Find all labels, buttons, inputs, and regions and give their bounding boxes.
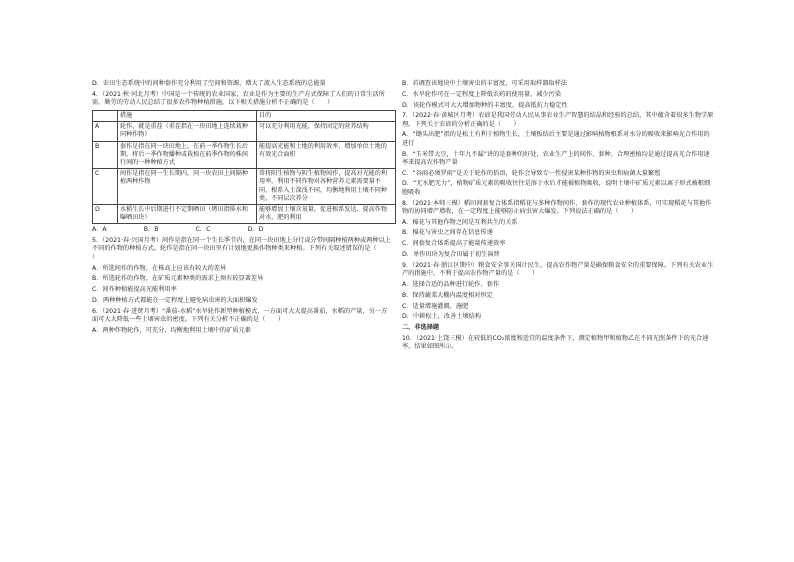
table-cell: 能提高光能和土地的利用效率，增加单位土地的有效光合面积 — [257, 141, 396, 169]
section-heading: 二、非选择题 — [402, 324, 440, 332]
question-8-option: C．间套复合体系提高了能量传递效率 — [402, 240, 506, 248]
question-9-stem: 9．（2021·春·浙江区期中）粮食安全事关国计民生，提高农作物产量是确保粮食安全的重要保障。下列有关农业生产的措施中，不利于提高农作物产量的是（ ） — [402, 261, 714, 278]
table-cell: 措施 — [118, 110, 257, 121]
question-4-table — [92, 110, 396, 224]
question-8-option: A．棉花与其他作物之间是互利共生的关系 — [402, 218, 518, 226]
table-cell: A — [93, 122, 118, 141]
question-9-option: A．选择合适的品种进行轮作、套作 — [402, 280, 500, 288]
question-8-option: D．单作田块为复合田属于初生演替 — [402, 251, 500, 259]
question-5-stem: 5．（2021·春·兴国月考）间作是指在同一个生长季节内，在同一块田地上分行或分带间隔种植两种或两种以上不同的作物的种植方式。轮作是指在同一块田里有计划地更换作物种类来种植。下列有关叙述错误的是（ ） — [92, 237, 391, 261]
table-cell: 常将阳生植物与阴生植物间作，提高对光能的利用率。利用不同作物对各种营养元素需要量不同，根系入土深浅不同，均衡地利用土壤不同种类、不同层次养分 — [257, 169, 396, 205]
right-column — [402, 80, 714, 354]
table-cell: 可以充分利用光能，保持固定的营养结构 — [257, 122, 396, 141]
table-cell: 间作是指在同一生长期内，同一块农田上间隔种植两种作物 — [118, 169, 257, 205]
question-7-option: C．“谷雨必须罗雨”是关于轮作的俗语，轮作会导致专一性侵害某种作物的害虫和病菌大量繁殖 — [402, 169, 661, 177]
table-cell: 能够增加土壤含氧量，促进根系发达，提高作物对水、肥的利用 — [257, 204, 396, 223]
table-cell: 目的 — [257, 110, 396, 121]
left-column — [92, 80, 392, 338]
table-cell: C — [93, 169, 118, 205]
question-5-option: B．所选轮作的作物，在矿质元素种类的需求上须有较显著差异 — [92, 275, 264, 283]
table-row — [93, 204, 396, 223]
question-5-option: D．两种种植方式都能在一定程度上避免病虫害的大面积爆发 — [92, 296, 258, 304]
question-6-option: D．该轮作模式可大大增加物种的丰富度，提高抵抗力稳定性 — [402, 101, 568, 109]
question-6-option: A．两种作物轮作，可充分、均衡地利用土壤中的矿质元素 — [92, 326, 251, 334]
question-7-option: A．“锄头出肥”指的是松土有利于植物生长，土壤板结后主要是通过影响植物根系对水分的吸收来影响光合作用的进行 — [402, 131, 710, 147]
question-4-stem: 4．（2021·秋·河北月考）中国是一个传统的农业国家，农业是作为主要的生产方式保障了人们的日常生活所需，勤劳的劳动人民总结了很多农作物种植措施，以下相关措施分析不正确的是（ ） — [92, 90, 385, 107]
table-cell — [93, 110, 118, 121]
question-5-option: A．所选间作的作物，在株高上应该有较大的差异 — [92, 264, 227, 272]
table-cell: 水稻生长中后期进行不定期晒田（烤田指排水和曝晒田块） — [118, 204, 257, 223]
table-header-row — [93, 110, 396, 121]
question-6-stem: 6．（2021·春·进贤月考）“番茄-水稻”水旱轮作新型种植模式，一方面可大大提高番茄、水稻的产量，另一方面可大大降低一些土壤害虫的密度。下列有关分析不正确的是（ ） — [92, 307, 388, 323]
table-cell: 套作是指在同一块田地上，在前一季作物生长后期，将后一季作物播种或栽植在前季作物的株间行间的一种种植方式 — [118, 141, 257, 169]
question-6-option: B．若调查该地块中土壤害虫的丰富度，可采用取样器取样法 — [402, 80, 568, 87]
table-row — [93, 122, 396, 141]
question-5-option: C．间作种植能提高光能利用率 — [92, 286, 177, 294]
question-7-stem: 7．（2022·春·黄城区月考）农谚是我国劳动人民从事农业生产智慧的结晶和经验的总结，其中蕴含着很多生物学原理。下列关于农谚的分析正确的是（ ） — [402, 112, 714, 128]
table-row — [93, 141, 396, 169]
question-8-stem: 8．（2021·本师三模）稻田间套复合体系指稻花与多种作物间作，套作的现代农业种植体系，可实现稻花与其他作物的协同增产增收，在一定程度上能够防止病虫害大爆发。下列说法正确的是（ ） — [402, 199, 712, 215]
question-8-option: B．棉花与害虫之间存在信息传递 — [402, 229, 493, 237]
table-cell: 轮作，就是重茬（重茬指在一块田地上连续栽种同种作物） — [118, 122, 257, 141]
question-7-option: D．“无水肥无力”，植物矿质元素的吸收往往是溶于水后才能被植物吸收，说明土壤中矿质元素以离子形式被根细胞吸收 — [402, 180, 711, 196]
table-row — [93, 169, 396, 205]
question-7-option: B．“玉米带大豆，十年九不漏”讲的是套种的好处，农业生产上的间作、套种、合理密植均是通过提高光合作用速率来提高农作物产量 — [402, 150, 710, 166]
question-4-answers: A．A B．B C．C D．D — [92, 226, 264, 234]
table-cell: D — [93, 204, 118, 223]
question-6-option: C．水旱轮作可在一定程度上降低农药的使用量，减少污染 — [402, 90, 562, 98]
question-9-option: B．保持蔬菜大棚内温度相对恒定 — [402, 291, 493, 299]
question-10-stem: 10．（2021·上饶三模）在较低的CO₂浓度和适宜的温度条件下，测定植物甲和植物乙在不同光照条件下的光合速率，结果如图所示。 — [402, 334, 709, 351]
question-9-option: D．中耕松土，改善土壤结构 — [402, 313, 482, 321]
table-cell: B — [93, 141, 118, 169]
question-3-option-d: D．农田生态系统中的间种套作充分利用了空间和资源，增大了流入生态系统的总能量 — [92, 80, 326, 87]
question-9-option: C．适量增施灌溉、施肥 — [402, 302, 469, 310]
